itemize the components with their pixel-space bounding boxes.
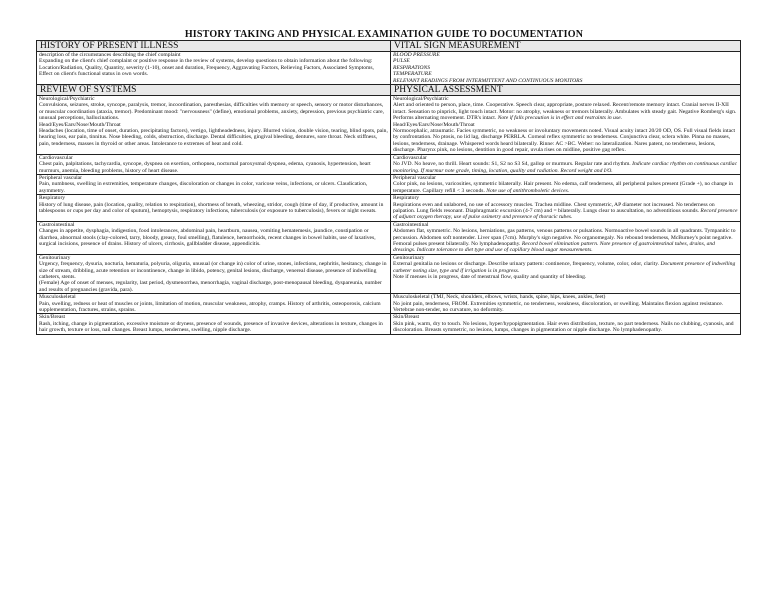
hpi-header: HISTORY OF PRESENT ILLNESS bbox=[37, 41, 391, 52]
header-row-2 bbox=[37, 85, 741, 96]
vital-resp: RESPIRATIONS bbox=[393, 64, 431, 71]
section-text: Chest pain, palpitations, tachycardia, syncope, dyspnea on exertion, orthopnea, nocturnal paroxysmal dyspnea, edema, cyanosis, hypertension, heart murmurs, anemia, bleeding problems, history of heart disease. bbox=[39, 161, 371, 174]
ros-cell bbox=[37, 96, 391, 155]
ros-cell bbox=[37, 314, 391, 334]
section-note: Indicate cardiac rhythm on continuous cardiac monitoring. If murmur note grade, timing, location, quality and radiation. Record weight and I/O. bbox=[393, 161, 738, 174]
hpi-line-1: description of the circumstances describing the chief complaint bbox=[39, 52, 181, 58]
system-row bbox=[37, 174, 741, 194]
assessment-cell bbox=[391, 96, 741, 155]
hpi-cell bbox=[37, 52, 391, 85]
section-label: Skin/Breast bbox=[393, 314, 420, 321]
document-title: HISTORY TAKING AND PHYSICAL EXAMINATION GUIDE TO DOCUMENTATION bbox=[184, 29, 584, 40]
section-label: Neurological/Psychiatric bbox=[39, 96, 95, 103]
section-label: Skin/Breast bbox=[39, 314, 66, 321]
ros-cell bbox=[37, 174, 391, 194]
section-text: Respirations even and unlabored, no use of accessory muscles. Trachea midline. Chest symmetric, AP diameter not increased. No tenderness on palpation. Lung fields resonant. Diaphragmatic excursion (4-7 cm) and = bilaterally. Lungs clear to auscultation, no adventitious sounds. bbox=[393, 201, 715, 214]
vitals-cell bbox=[391, 52, 741, 85]
guide-table bbox=[36, 40, 741, 335]
section-text: External genitalia no lesions or discharge. Describe urinary pattern: continence, frequency, volume, color, odor, clarity. bbox=[393, 261, 661, 268]
vital-temp: TEMPERATURE bbox=[393, 71, 432, 78]
section-note: Note if falls precaution is in effect and restraints in use. bbox=[497, 115, 622, 122]
hpi-line-3: Location/Radiation, Quality, Quantity, severity (1-10), onset and duration, Frequency, Aggravating Factors, Relieving Factors, Associated Symptoms, Effect on client's functional status in own words. bbox=[39, 64, 374, 78]
section-text: Normocephalic, atraumatic. Facies symmetric, no weakness or involuntary movements noted. Visual acuity intact 20/20 OD, OS. Full visual fields intact by confrontation. No ptosis, no lid lag, discharge PERRLA. Corneal reflex symmetric no tenderness. Conjunctiva clear, sclera white. Pinna no masses, lesions, tenderness, drainage. Whispered words heard bilaterally. Rinne: AC >BC. Weber: no lateralization. Nares patent, no tenderness, lesions, discharge. Pharynx pink, no lesions, dentition in good repair, uvula rises on midline, positive gag reflex. bbox=[393, 128, 736, 154]
system-row bbox=[37, 314, 741, 334]
system-row bbox=[37, 221, 741, 254]
ros-cell bbox=[37, 254, 391, 293]
assessment-cell bbox=[391, 174, 741, 194]
section-label: Peripheral vascular bbox=[39, 174, 83, 181]
assessment-cell bbox=[391, 294, 741, 314]
section-text: Pain, numbness, swelling in extremities, temperature changes, discoloration or changes in color, varicose veins, infections, or ulcers. Claudication, asymmetry. bbox=[39, 181, 368, 194]
section-label: Respiratory bbox=[39, 195, 66, 202]
section-text: Note if menses is in progress, date of menstrual flow, quality and quantity of bleeding. bbox=[393, 274, 587, 280]
ros-cell bbox=[37, 221, 391, 254]
ros-cell bbox=[37, 195, 391, 222]
section-text: Urgency, frequency, dysuria, nocturia, hematuria, polyuria, oliguria, unusual (or change in) color of urine, stones, infections, nephritis, hesitancy, change in size of stream, dribbling, acute retention or incontinence, change in libido, potency, genital lesions, discharge, venereal disease, presence of indwelling catheters, stents. bbox=[39, 261, 387, 280]
system-row bbox=[37, 154, 741, 174]
section-text: Alert and oriented to person, place, time. Cooperative. Speech clear, appropriate, posture relaxed. Recent/remote memory intact. Cranial nerves II-XII intact. Sensation to pinprick, light touch intact. Motor: no atrophy, weakness or tremors bilaterally. Ambulates with steady gait. Negative Romberg's sign. Performs alternating movement. DTR's intact. bbox=[393, 102, 737, 122]
system-row bbox=[37, 294, 741, 314]
section-label: Neurological/Psychiatric bbox=[393, 96, 449, 103]
pa-header: PHYSICAL ASSESSMENT bbox=[391, 85, 741, 96]
section-label: Cardiovascular bbox=[39, 154, 73, 161]
vital-bp: BLOOD PRESSURE bbox=[393, 52, 440, 58]
vital-pulse: PULSE bbox=[393, 58, 410, 65]
section-label: Genitourinary bbox=[39, 254, 71, 261]
section-note: Document presence of indwelling catheter noting size, type and if irrigation is in progress. bbox=[393, 261, 736, 274]
section-text: Rash, itching, change in pigmentation, excessive moisture or dryness, presence of wounds, presence of invasive devices, alterations in texture, changes in hair growth, texture or loss, nail changes. Breast lumps, tenderness, swelling, nipple discharge. bbox=[39, 320, 383, 334]
section-text: No JVD. No heave, no thrill. Heart sounds: S1, S2 no S3 S4, gallop or murmurs. Regular rate and rhythm. bbox=[393, 161, 633, 168]
system-row bbox=[37, 195, 741, 222]
vitals-header: VITAL SIGN MEASUREMENT bbox=[391, 41, 741, 52]
assessment-cell bbox=[391, 195, 741, 222]
hpi-line-2: Expanding on the client's chief complaint or positive response in the review of systems, develop questions to obtain information about the following: bbox=[39, 58, 373, 65]
section-text: Headaches (location, time of onset, duration, precipitating factors), vertigo, lightheadedness, injury. Blurred vision, double vision, tearing, blind spots, pain, hearing loss, ear pain, tinnitus. Nose bleeding, colds, obstruction, discharge. Dental difficulties, gingival bleeding, dentures, sore throat. Neck stiffness, pain, tenderness, masses in thyroid or other areas. Intolerance to extremes of heat and cold. bbox=[39, 128, 388, 147]
section-text: Changes in appetite, dysphagia, indigestion, food intolerances, abdominal pain, heartburn, nausea, vomiting hematemesis, jaundice, constipation or diarrhea, abnormal stools (clay-colored, tarry, bloody, greasy, foul smelling), flatulence, hemorrhoids, recent changes in bowel habits, use of laxatives, surgical incisions, presence of drains. History of ulcers, cirrhosis, gallbladder disease, appendicitis. bbox=[39, 228, 376, 247]
assessment-cell bbox=[391, 254, 741, 293]
section-label: Musculoskeletal bbox=[39, 294, 76, 301]
section-text: Convulsions, seizures, stroke, syncope, paralysis, tremor, incoordination, paresthesias, difficulties with memory or speech, sensory or motor disturbances, or muscular coordination (ataxia, tremor). Predominant mood: "nervousness" (define), emotional problems, anxiety, depression, previous psychiatric care, unusual perceptions, hallucinations. bbox=[39, 102, 385, 122]
assessment-cell bbox=[391, 314, 741, 334]
section-text: No joint pain, tenderness, FROM. Extremities symmetric, no tenderness, weakness, discoloration, or swelling. Maintains flexion against resistance. Vertebrae non-tender, no curvature, no deformity. bbox=[393, 300, 724, 314]
system-row bbox=[37, 254, 741, 293]
section-text: Pain, swelling, redness or heat of muscles or joints, limitation of motion, muscular weakness, atrophy, cramps. History of arthritis, osteoporosis, calcium supplementation, fractures, strains, sprains. bbox=[39, 300, 381, 314]
section-text: History of lung disease, pain (location, quality, relation to respiration), shortness of breath, wheezing, stridor, cough (time of day, if productive, amount in tablespoons or cups per day and color of sputum), hemoptysis, respiratory infections, tuberculosis (or exposure to tuberculosis), fevers or night sweats. bbox=[39, 201, 384, 214]
hpi-vitals-row bbox=[37, 52, 741, 85]
section-text: Head/Eyes/Ears/Nose/Mouth/Throat bbox=[393, 121, 475, 128]
section-label: Peripheral vascular bbox=[393, 174, 437, 181]
section-text: Head/Eyes/Ears/Nose/Mouth/Throat bbox=[39, 121, 121, 128]
ros-cell bbox=[37, 154, 391, 174]
section-label: Musculoskeletal (TMJ, Neck, shoulders, elbows, wrists, hands, spine, hips, knees, ankles, feet) bbox=[393, 294, 606, 301]
section-note: Record presence of adjunct oxygen therapy, use of pulse oximetry and presence of thoracic tubes. bbox=[393, 207, 738, 221]
section-label: Gastrointestinal bbox=[393, 221, 429, 228]
section-text: Color pink, no lesions, varicosities, symmetric bilaterally. Hair present. No edema, calf tenderness, all peripheral pulses present (Grade +), no change in temperature. Capillary refill < 3 seconds. bbox=[393, 181, 734, 194]
ros-cell bbox=[37, 294, 391, 314]
section-label: Cardiovascular bbox=[393, 154, 427, 161]
section-label: Respiratory bbox=[393, 195, 420, 202]
section-text: Skin pink, warm, dry to touch. No lesions, hyper/hypopigmentation. Hair even distribution, texture, no part tenderness. Nails no clubbing, cyanosis, and discoloration. Breasts symmetric, no lesions, lumps, changes in pigmentation or nipple discharge. No lymphadenopathy. bbox=[393, 320, 734, 334]
assessment-cell bbox=[391, 154, 741, 174]
ros-header: REVIEW OF SYSTEMS bbox=[37, 85, 391, 96]
header-row-1 bbox=[37, 41, 741, 52]
system-row bbox=[37, 96, 741, 155]
section-text: Abdomen flat, symmetric. No lesions, herniations, gas patterns, venous patterns or pulsations. Normoactive bowel sounds in all quadrants. Tympanitic to percussion. Abdomen soft nontender. Liver span (7cm). Murphy's sign negative. No organomegaly. No rebound tenderness, McBurney's point negative. Femoral pulses present bilaterally. No lymphadenopathy. bbox=[393, 228, 736, 247]
section-note: Note use of antithromboletic devices. bbox=[486, 187, 570, 194]
section-label: Genitourinary bbox=[393, 254, 425, 261]
section-note: Record bowel elimination pattern. Note presence of gastrointestinal tubes, drains, and dressings. Indicate tolerance to diet type and use of capillary blood sugar measurements. bbox=[393, 240, 715, 254]
vital-monitors: RELEVANT READINGS FROM INTERMITTENT AND CONTINUOUS MONITORS bbox=[393, 77, 583, 84]
assessment-cell bbox=[391, 221, 741, 254]
section-text: (Female) Age of onset of menses, regularity, last period, dysmenorrhea, menorrhagia, vaginal discharge, post-menopausal bleeding, dyspareunia, number and results of pregnancies (gravida, para). bbox=[39, 280, 382, 293]
section-label: Gastrointestinal bbox=[39, 221, 75, 228]
